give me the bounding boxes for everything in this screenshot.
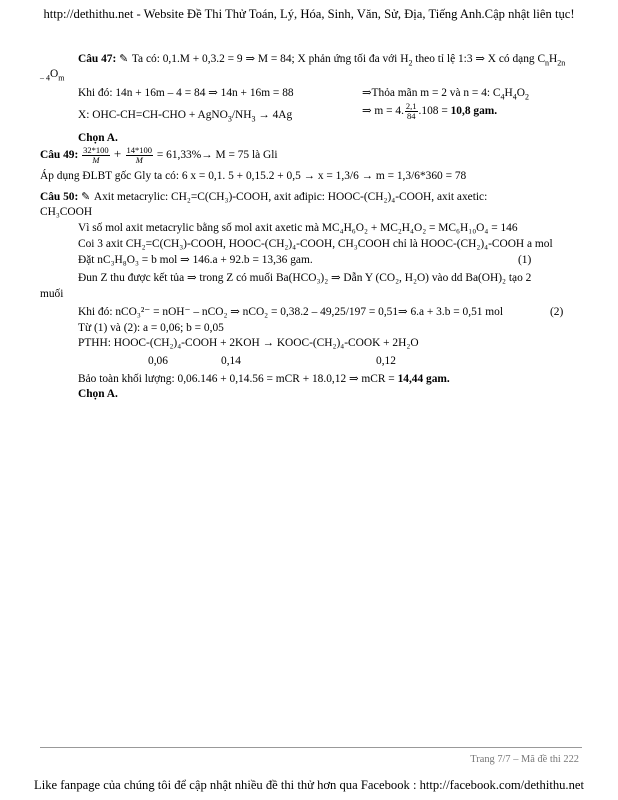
q50-line5-left: Đặt nC₃H₈O₃ = b mol ⇒ 146.a + 92.b = 13,36 gam. <box>78 254 313 266</box>
q50-line2: CH₃COOH <box>40 206 93 218</box>
page-footer: Like fanpage của chúng tôi để cập nhật nhiều đề thi thử hơn qua Facebook : http://facebook.com/dethithu.net <box>34 778 584 792</box>
q50-line5-right: (1) <box>518 254 532 266</box>
q50-line7: muối <box>40 288 64 300</box>
q47-line3-right: ⇒Thỏa mãn m = 2 và n = 4: $C_4H_4O_2$ <box>362 87 529 102</box>
q47-choose: Chọn A. <box>78 132 118 144</box>
page-number: Trang 7/7 – Mã đề thi 222 <box>470 754 579 765</box>
q49-label: Câu 49: <box>40 149 79 162</box>
q50-line3: Vì số mol axit metacrylic bằng số mol axit axetic mà MC₄H₆O₂ + MC₂H₄O₂ = MC₆H₁₀O₄ = 146 <box>78 222 518 234</box>
q50-label: Câu 50: <box>40 191 79 203</box>
q50-line4: Coi 3 axit CH₂=C(CH₃)-COOH, HOOC-(CH₂)₄-COOH, CH₃COOH chỉ là HOOC-(CH₂)₄-COOH a mol <box>78 238 553 250</box>
q50-line11-c: 0,12 <box>376 355 396 367</box>
page-header: http://dethithu.net - Website Đề Thi Thử Toán, Lý, Hóa, Sinh, Văn, Sử, Địa, Tiếng Anh.Cập nhật liên tục! <box>43 7 575 21</box>
q50-line9: Từ (1) và (2): a = 0,06; b = 0,05 <box>78 322 224 334</box>
q50-line12: Bảo toàn khối lượng: 0,06.146 + 0,14.56 = mCR + 18.0,12 ⇒ mCR = 14,44 gam. <box>78 373 450 385</box>
fraction: $\frac{32*100}{M}$ <box>83 145 109 165</box>
q50-line11-b: 0,14 <box>221 355 241 367</box>
q47-line2: $_{- 4}O_m$ <box>40 68 65 83</box>
q47-label: Câu 47: <box>78 53 117 65</box>
q47-line1: Câu 47: ✎ Ta có: 0,1.M + 0,3.2 = 9 ⇒ M = 84; X phản ứng tối đa với $H_2$ theo tỉ lệ 1:3 ⇒ X có dạng $C_nH_{2n}$ <box>78 52 566 68</box>
q50-choose: Chọn A. <box>78 388 118 400</box>
q49-line1: Câu 49: $\frac{32*100}{M}$ + $\frac{14*100}{M}$ = 61,33%→ M = 75 là Gli <box>40 145 278 165</box>
q50-line8-left: Khi đó: nCO₃²⁻ = nOH⁻ – nCO₂ ⇒ nCO₂ = 0,38.2 – 49,25/197 = 0,51⇒ 6.a + 3.b = 0,51 mol <box>78 306 504 318</box>
pencil-icon: ✎ <box>81 190 94 203</box>
footer-divider <box>40 747 582 748</box>
q50-line1: Câu 50: ✎ Axit metacrylic: CH₂=C(CH₃)-COOH, axit ađipic: HOOC-(CH₂)₄-COOH, axit axetic: <box>40 190 488 203</box>
q50-line8-right: (2) <box>550 306 564 318</box>
q49-line2: Áp dụng ĐLBT gốc Gly ta có: 6 x = 0,1. 5 + 0,15.2 + 0,5 → x = 1,3/6 → m = 1,3/6*360 = 78 <box>40 170 467 182</box>
q47-line4-right: ⇒ m = 4. $\frac{2,1}{84}$ .108 = 10,8 gam. <box>362 101 498 121</box>
pencil-icon: ✎ <box>119 52 132 65</box>
q50-line11-a: 0,06 <box>148 355 168 367</box>
q50-line10: PTHH: HOOC-(CH₂)₄-COOH + 2KOH → KOOC-(CH₂)₄-COOK + 2H₂O <box>78 337 419 349</box>
q47-line3-left: Khi đó: 14n + 16m – 4 = 84 ⇒ 14n + 16m = 88 <box>78 87 294 99</box>
q47-line4-left: X: $OHC-CH=CH-CHO + AgNO_3/NH_3 \to 4Ag$ <box>78 109 293 124</box>
q50-line6: Đun Z thu được kết tủa ⇒ trong Z có muối Ba(HCO₃)₂ ⇒ Dẫn Y (CO₂, H₂O) vào dd Ba(OH)₂ tạo 2 <box>78 272 532 284</box>
fraction: $\frac{2,1}{84}$ <box>405 101 417 121</box>
fraction: $\frac{14*100}{M}$ <box>126 145 152 165</box>
